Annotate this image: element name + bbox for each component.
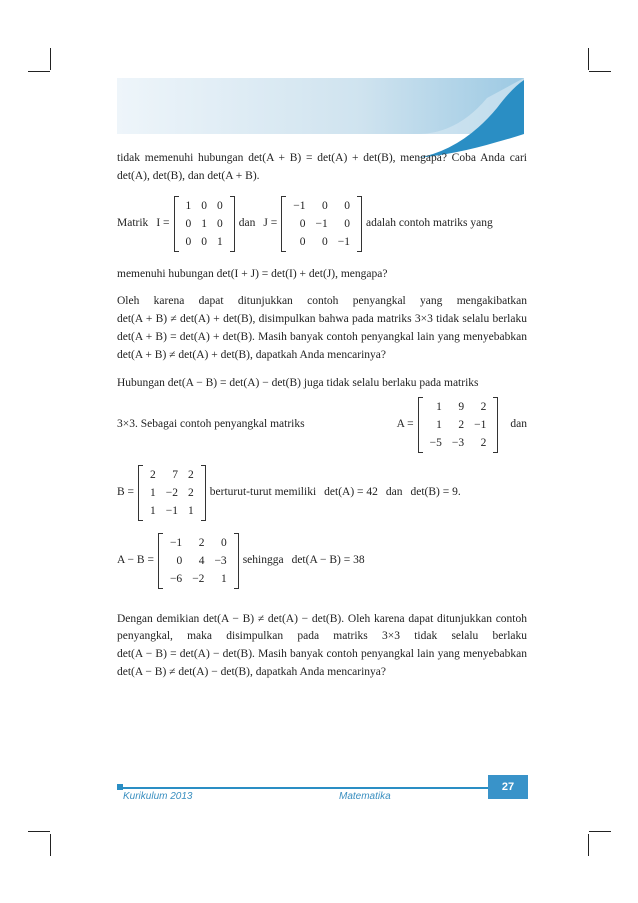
p5-text-b: . Oleh karena dapat ditunjukkan contoh penyangkal, maka disimpulkan pada matriks 3×3 tidak selalu berlaku: [117, 612, 528, 643]
matrix-cell: 0: [299, 217, 306, 230]
matrix-cell: 0: [217, 217, 223, 230]
p2-equation: det(I + J) = det(I) + det(J): [216, 267, 336, 280]
crop-mark-bl-h: [28, 831, 50, 832]
matrik-tail: adalah contoh matriks yang: [365, 216, 493, 229]
b-equation-2: det(B) = 9: [410, 485, 458, 498]
p3-text-b: , disimpulkan bahwa pada matriks 3×3 tidak selalu berlaku: [252, 313, 527, 326]
b-text-a: berturut-turut memiliki: [209, 485, 317, 498]
p3-equation-2: det(A + B) = det(A) + det(B): [117, 331, 253, 344]
matrix-a: [418, 397, 499, 453]
matrix-cell: 0: [344, 217, 350, 230]
p3-text-a: Oleh karena dapat ditunjukkan contoh penyangkal yang mengakibatkan: [117, 295, 527, 308]
matrix-cell: −1: [474, 418, 487, 431]
matrix-cell: 0: [185, 217, 192, 230]
matrix-cell: 1: [217, 235, 223, 248]
crop-mark-br-v: [588, 834, 589, 856]
matrix-a-row: [117, 397, 527, 453]
paragraph-1: [117, 150, 527, 186]
matrix-cell: 7: [172, 468, 179, 481]
p5-equation-1: det(A − B) ≠ det(A) − det(B): [203, 612, 342, 625]
p3-text-c: . Masih banyak contoh penyangkal lain yang menyebabkan: [252, 331, 527, 344]
paragraph-5: [117, 611, 527, 682]
matrix-a-name: A =: [396, 417, 414, 430]
p4-text-d: dan: [510, 417, 527, 430]
matrix-cell: 0: [220, 536, 227, 549]
matrix-cell: 4: [198, 554, 205, 567]
matrix-cell: 2: [150, 468, 156, 481]
matrix-cell: 0: [176, 554, 183, 567]
matrix-cell: −1: [315, 217, 328, 230]
matrix-cell: 9: [458, 400, 465, 413]
p1-equation: det(A + B) = det(A) + det(B): [248, 152, 393, 164]
matrix-cell: 1: [436, 400, 442, 413]
matrix-cell: 2: [480, 436, 487, 449]
p3-equation-1: det(A + B) ≠ det(A) + det(B): [117, 313, 253, 326]
matrix-cell: 0: [321, 199, 328, 212]
matrix-cell: 1: [185, 199, 192, 212]
matrix-j: [281, 196, 362, 252]
matrix-i-name: I =: [156, 216, 170, 229]
matrix-cell: −1: [293, 199, 306, 212]
p4-text-c: 3×3. Sebagai contoh penyangkal matriks: [117, 417, 305, 430]
crop-mark-tl-h: [28, 71, 50, 72]
matrix-cell: −5: [429, 436, 442, 449]
p2-text-a: memenuhi hubungan: [117, 267, 214, 280]
footer-rule: [117, 787, 528, 789]
matrix-cell: −6: [169, 572, 183, 585]
crop-mark-tr-h: [589, 71, 611, 72]
matrix-amb: [158, 533, 239, 589]
header-decoration: [117, 78, 524, 158]
crop-mark-bl-v: [50, 834, 51, 856]
p4-equation: det(A − B) = det(A) − det(B): [167, 376, 301, 389]
matrix-cell: −1: [337, 235, 350, 248]
page-footer: [117, 783, 528, 807]
footer-subject: Matematika: [339, 791, 391, 802]
matrix-j-name: J =: [263, 216, 278, 229]
matrix-cell: 2: [198, 536, 205, 549]
p5-text-c: . Masih banyak contoh penyangkal lain yang menyebabkan: [252, 648, 527, 661]
amb-text-a: sehingga: [242, 553, 284, 566]
p5-equation-3: det(A − B) ≠ det(A) − det(B): [117, 665, 250, 678]
crop-mark-tl-v: [50, 48, 51, 70]
crop-mark-br-h: [589, 831, 611, 832]
matrix-cell: 0: [201, 235, 208, 248]
p5-text-a: Dengan demikian: [117, 612, 200, 625]
page-content: [117, 150, 527, 692]
matrix-cell: 2: [188, 468, 194, 481]
matrix-cell: 1: [436, 418, 442, 431]
matrix-cell: −1: [165, 504, 179, 517]
p1-text-b: , mengapa? Coba Anda cari det(A), det(B), dan det(A + B).: [117, 152, 527, 182]
p4-text-a: Hubungan: [117, 376, 165, 389]
matrix-cell: 1: [150, 486, 156, 499]
matrix-cell: 1: [201, 217, 208, 230]
matrix-amb-row: [117, 533, 527, 589]
b-text-b: dan: [385, 485, 403, 498]
matrix-cell: 1: [220, 572, 227, 585]
matrix-cell: 0: [201, 199, 208, 212]
p5-text-d: , dapatkah Anda mencarinya?: [249, 665, 387, 678]
p3-equation-3: det(A + B) ≠ det(A) + det(B): [117, 348, 250, 361]
footer-marker: [117, 784, 123, 790]
b-text-c: .: [457, 485, 461, 498]
p3-text-d: , dapatkah Anda mencarinya?: [249, 348, 387, 361]
matrix-cell: 1: [188, 504, 194, 517]
matrix-b-row: [117, 465, 527, 521]
footer-curriculum: Kurikulum 2013: [123, 791, 193, 802]
matrik-label: Matrik: [117, 216, 149, 229]
paragraph-3: [117, 293, 527, 364]
matrix-b: [138, 465, 206, 521]
matrix-cell: −3: [451, 436, 465, 449]
matrix-cell: −2: [192, 572, 205, 585]
b-equation-1: det(A) = 42: [324, 485, 378, 498]
matrix-cell: 0: [299, 235, 306, 248]
matrik-dan: dan: [238, 216, 256, 229]
paragraph-4: [117, 375, 527, 393]
matrix-b-name: B =: [117, 485, 135, 498]
paragraph-2: [117, 266, 527, 284]
p1-text-a: tidak memenuhi hubungan: [117, 152, 244, 164]
matrix-amb-name: A − B =: [117, 553, 154, 566]
matrix-cell: 2: [188, 486, 194, 499]
p2-text-b: , mengapa?: [335, 267, 388, 280]
matrix-cell: −1: [169, 536, 183, 549]
p4-text-b: juga tidak selalu berlaku pada matriks: [303, 376, 479, 389]
matrik-row: [117, 196, 527, 252]
page-number: 27: [488, 775, 528, 799]
matrix-cell: −2: [165, 486, 179, 499]
matrix-cell: 0: [321, 235, 328, 248]
matrix-cell: 2: [480, 400, 487, 413]
crop-mark-tr-v: [588, 48, 589, 70]
matrix-cell: 1: [150, 504, 156, 517]
matrix-cell: 2: [458, 418, 465, 431]
amb-equation: det(A − B) = 38: [291, 553, 365, 566]
matrix-cell: 0: [344, 199, 350, 212]
p5-equation-2: det(A − B) = det(A) − det(B): [117, 648, 253, 661]
matrix-cell: −3: [214, 554, 227, 567]
matrix-cell: 0: [185, 235, 192, 248]
matrix-cell: 0: [217, 199, 223, 212]
matrix-i: [174, 196, 235, 252]
